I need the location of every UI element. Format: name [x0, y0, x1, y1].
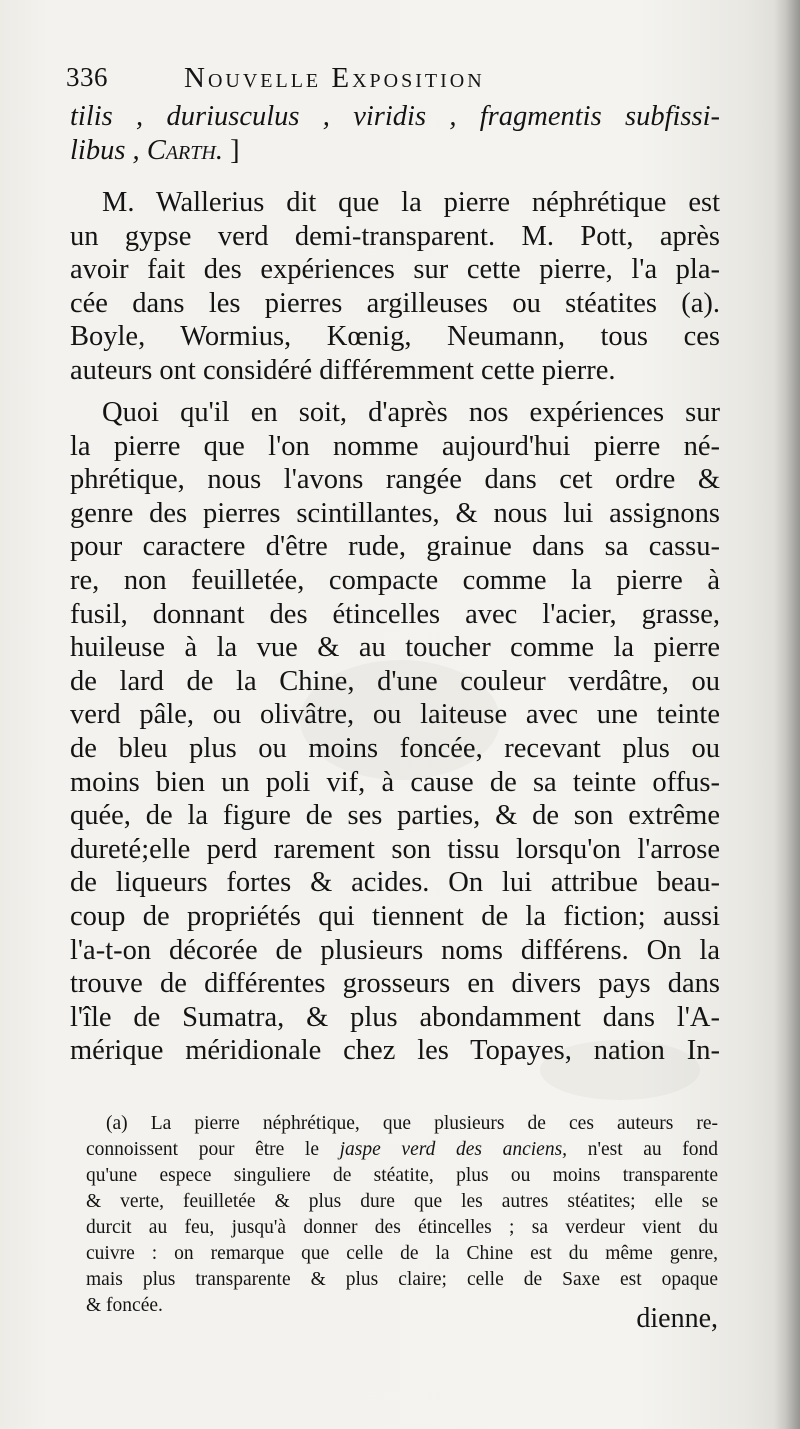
footnote-line: & foncée.	[86, 1295, 163, 1316]
footnote-line: mais plus transparente & plus claire; celle de Saxe est opaque	[86, 1269, 718, 1290]
footnote	[86, 1111, 718, 1319]
catchword: dienne,	[636, 1303, 718, 1334]
text-line: genre des pierres scintillantes, & nous lui assignons	[70, 497, 720, 529]
paragraph-1	[70, 186, 720, 388]
footnote-line: durcit au feu, jusqu'à donner des étincelles ; sa verdeur vient du	[86, 1217, 718, 1238]
text-line: huileuse à la vue & au toucher comme la pierre	[70, 632, 720, 664]
text-line: trouve de différentes grosseurs en divers pays dans	[70, 968, 720, 1000]
text-line: moins bien un poli vif, à cause de sa teinte offus-	[70, 766, 720, 798]
text-line: coup de propriétés qui tiennent de la fiction; aussi	[70, 900, 720, 932]
text-line: l'île de Sumatra, & plus abondamment dans l'A-	[70, 1001, 720, 1033]
page-header	[66, 62, 706, 102]
footnote-line: qu'une espece singuliere de stéatite, plus ou moins transparente	[86, 1165, 718, 1186]
text-line: de lard de la Chine, d'une couleur verdâtre, ou	[70, 665, 720, 697]
footnote-text: connoissent pour être le	[86, 1139, 319, 1160]
page-number: 336	[66, 62, 108, 92]
footnote-line: & verte, feuilletée & plus dure que les autres stéatites; elle se	[86, 1191, 718, 1212]
text-line: de bleu plus ou moins foncée, recevant plus ou	[70, 732, 720, 764]
text-line: phrétique, nous l'avons rangée dans cet ordre &	[70, 464, 720, 496]
text-line: fusil, donnant des étincelles avec l'acier, grasse,	[70, 598, 720, 630]
author-abbreviation: Carth.	[146, 134, 223, 166]
text-line: de liqueurs fortes & acides. On lui attribue beau-	[70, 867, 720, 899]
text-line: avoir fait des expériences sur cette pierre, l'a pla-	[70, 254, 720, 286]
footnote-line: cuivre : on remarque que celle de la Chine est du même genre,	[86, 1243, 718, 1264]
page-edge-shadow	[774, 0, 800, 1429]
text-line: tilis , duriusculus , viridis , fragmentis subfissi-	[70, 101, 720, 132]
text-line: Boyle, Wormius, Kœnig, Neumann, tous ces	[70, 321, 720, 353]
text-line: quée, de la figure de ses parties, & de son extrême	[70, 800, 720, 832]
footnote-line: (a) La pierre néphrétique, que plusieurs de ces auteurs re-	[106, 1113, 718, 1134]
footnote-line	[86, 1137, 718, 1163]
footnote-italic: jaspe verd des anciens,	[339, 1139, 568, 1160]
text-line: verd pâle, ou olivâtre, ou laiteuse avec une teinte	[70, 699, 720, 731]
text-line: dureté;elle perd rarement son tissu lorsqu'on l'arrose	[70, 833, 720, 865]
text-line: cée dans les pierres argilleuses ou stéatites (a).	[70, 287, 720, 319]
text-line: mérique méridionale chez les Topayes, nation In-	[70, 1035, 720, 1067]
text-line: Quoi qu'il en soit, d'après nos expériences sur	[102, 397, 720, 428]
text-line: auteurs ont considéré différemment cette pierre.	[70, 354, 616, 386]
continuation-text	[70, 100, 720, 167]
text-line: pour caractere d'être rude, grainue dans sa cassu-	[70, 531, 720, 563]
continuation-italic: libus ,	[70, 134, 140, 166]
text-line: la pierre que l'on nomme aujourd'hui pierre né-	[70, 430, 720, 462]
text-line	[70, 134, 720, 168]
text-line: re, non feuilletée, compacte comme la pierre à	[70, 564, 720, 596]
text-line: l'a-t-on décorée de plusieurs noms différens. On la	[70, 934, 720, 966]
footnote-text: n'est au fond	[587, 1139, 719, 1160]
paragraph-2	[70, 396, 720, 1068]
closing-bracket: ]	[222, 134, 240, 166]
text-line: un gypse verd demi-transparent. M. Pott, après	[70, 220, 720, 252]
running-title: Nouvelle Exposition	[184, 62, 485, 94]
text-line: M. Wallerius dit que la pierre néphrétique est	[102, 187, 720, 218]
